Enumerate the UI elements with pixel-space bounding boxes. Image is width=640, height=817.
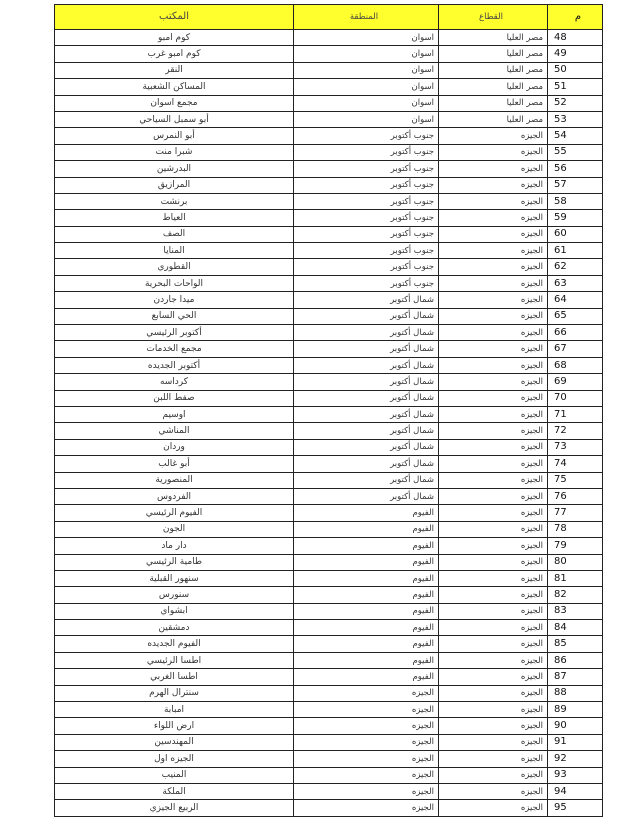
office-cell: سنورس xyxy=(55,587,294,603)
sector-cell: الجيزه xyxy=(439,456,548,472)
table-row xyxy=(55,95,603,111)
region-cell: اسوان xyxy=(294,111,439,127)
sector-cell: الجيزه xyxy=(439,325,548,341)
region-cell: جنوب أكتوبر xyxy=(294,243,439,259)
region-cell: اسوان xyxy=(294,79,439,95)
office-cell: ابشواي xyxy=(55,603,294,619)
sector-cell: الجيزه xyxy=(439,718,548,734)
number-cell: 84 xyxy=(548,620,603,636)
office-cell: أبو غالب xyxy=(55,456,294,472)
sector-cell: الجيزه xyxy=(439,800,548,816)
table-row xyxy=(55,488,603,504)
number-cell: 59 xyxy=(548,210,603,226)
sector-cell: الجيزه xyxy=(439,341,548,357)
office-cell: سنترال الهرم xyxy=(55,685,294,701)
table-row xyxy=(55,357,603,373)
table-row xyxy=(55,587,603,603)
region-cell: جنوب أكتوبر xyxy=(294,210,439,226)
header-office: المكتب xyxy=(55,5,294,30)
office-cell: سنهور القبلية xyxy=(55,570,294,586)
number-cell: 92 xyxy=(548,751,603,767)
table-row xyxy=(55,751,603,767)
number-cell: 60 xyxy=(548,226,603,242)
number-cell: 67 xyxy=(548,341,603,357)
office-cell: الصف xyxy=(55,226,294,242)
table-row xyxy=(55,193,603,209)
number-cell: 76 xyxy=(548,488,603,504)
office-cell: كوم امبو غرب xyxy=(55,46,294,62)
sector-cell: الجيزه xyxy=(439,390,548,406)
number-cell: 62 xyxy=(548,259,603,275)
sector-cell: الجيزه xyxy=(439,357,548,373)
region-cell: الجيزه xyxy=(294,718,439,734)
region-cell: الفيوم xyxy=(294,505,439,521)
number-cell: 71 xyxy=(548,406,603,422)
region-cell: اسوان xyxy=(294,46,439,62)
sector-cell: الجيزه xyxy=(439,292,548,308)
office-cell: البدرشين xyxy=(55,161,294,177)
region-cell: شمال أكتوبر xyxy=(294,439,439,455)
sector-cell: الجيزه xyxy=(439,620,548,636)
number-cell: 83 xyxy=(548,603,603,619)
table-header-row xyxy=(55,5,603,30)
office-cell: امبابة xyxy=(55,702,294,718)
region-cell: شمال أكتوبر xyxy=(294,423,439,439)
table-row xyxy=(55,275,603,291)
sector-cell: الجيزه xyxy=(439,521,548,537)
region-cell: شمال أكتوبر xyxy=(294,488,439,504)
region-cell: اسوان xyxy=(294,95,439,111)
region-cell: الفيوم xyxy=(294,603,439,619)
number-cell: 66 xyxy=(548,325,603,341)
number-cell: 81 xyxy=(548,570,603,586)
sector-cell: الجيزه xyxy=(439,636,548,652)
region-cell: جنوب أكتوبر xyxy=(294,161,439,177)
sector-cell: الجيزه xyxy=(439,669,548,685)
office-cell: الملكة xyxy=(55,783,294,799)
sector-cell: الجيزه xyxy=(439,193,548,209)
office-cell: اطسا الغربي xyxy=(55,669,294,685)
region-cell: جنوب أكتوبر xyxy=(294,259,439,275)
sector-cell: الجيزه xyxy=(439,783,548,799)
sector-cell: الجيزه xyxy=(439,505,548,521)
office-cell: أبو سمبل السياحي xyxy=(55,111,294,127)
table-row xyxy=(55,128,603,144)
table-row xyxy=(55,390,603,406)
table-row xyxy=(55,111,603,127)
sector-cell: الجيزه xyxy=(439,767,548,783)
office-cell: القطوري xyxy=(55,259,294,275)
number-cell: 94 xyxy=(548,783,603,799)
number-cell: 90 xyxy=(548,718,603,734)
number-cell: 88 xyxy=(548,685,603,701)
office-cell: ارض اللواء xyxy=(55,718,294,734)
number-cell: 51 xyxy=(548,79,603,95)
table-row xyxy=(55,521,603,537)
table-row xyxy=(55,685,603,701)
number-cell: 78 xyxy=(548,521,603,537)
number-cell: 64 xyxy=(548,292,603,308)
header-sector: القطاع xyxy=(439,5,548,30)
sector-cell: الجيزه xyxy=(439,603,548,619)
number-cell: 80 xyxy=(548,554,603,570)
number-cell: 87 xyxy=(548,669,603,685)
office-cell: الجيزه اول xyxy=(55,751,294,767)
number-cell: 73 xyxy=(548,439,603,455)
region-cell: الجيزه xyxy=(294,783,439,799)
number-cell: 82 xyxy=(548,587,603,603)
region-cell: اسوان xyxy=(294,30,439,46)
region-cell: الجيزه xyxy=(294,800,439,816)
table-row xyxy=(55,259,603,275)
office-cell: المنايا xyxy=(55,243,294,259)
table-row xyxy=(55,472,603,488)
table-row xyxy=(55,226,603,242)
table-row xyxy=(55,570,603,586)
office-cell: الفيوم الرئيسي xyxy=(55,505,294,521)
table-row xyxy=(55,46,603,62)
number-cell: 48 xyxy=(548,30,603,46)
table-row xyxy=(55,406,603,422)
sector-cell: الجيزه xyxy=(439,488,548,504)
office-cell: مجمع اسوان xyxy=(55,95,294,111)
region-cell: جنوب أكتوبر xyxy=(294,226,439,242)
number-cell: 65 xyxy=(548,308,603,324)
number-cell: 74 xyxy=(548,456,603,472)
number-cell: 55 xyxy=(548,144,603,160)
office-cell: اطسا الرئيسي xyxy=(55,652,294,668)
table-row xyxy=(55,292,603,308)
table-row xyxy=(55,800,603,816)
number-cell: 91 xyxy=(548,734,603,750)
office-cell: الفيوم الجديده xyxy=(55,636,294,652)
sector-cell: الجيزه xyxy=(439,702,548,718)
table-row xyxy=(55,767,603,783)
offices-table xyxy=(54,4,603,817)
table-row xyxy=(55,79,603,95)
region-cell: الفيوم xyxy=(294,554,439,570)
sector-cell: مصر العليا xyxy=(439,30,548,46)
region-cell: الفيوم xyxy=(294,620,439,636)
number-cell: 86 xyxy=(548,652,603,668)
number-cell: 69 xyxy=(548,374,603,390)
sector-cell: الجيزه xyxy=(439,259,548,275)
sector-cell: الجيزه xyxy=(439,751,548,767)
number-cell: 57 xyxy=(548,177,603,193)
table-row xyxy=(55,439,603,455)
sector-cell: مصر العليا xyxy=(439,46,548,62)
number-cell: 72 xyxy=(548,423,603,439)
number-cell: 49 xyxy=(548,46,603,62)
number-cell: 75 xyxy=(548,472,603,488)
sector-cell: الجيزه xyxy=(439,308,548,324)
office-cell: الحي السابع xyxy=(55,308,294,324)
sector-cell: مصر العليا xyxy=(439,62,548,78)
table-row xyxy=(55,718,603,734)
office-cell: المساكن الشعبية xyxy=(55,79,294,95)
sector-cell: مصر العليا xyxy=(439,95,548,111)
sector-cell: الجيزه xyxy=(439,472,548,488)
sector-cell: الجيزه xyxy=(439,734,548,750)
sector-cell: الجيزه xyxy=(439,570,548,586)
region-cell: الجيزه xyxy=(294,702,439,718)
table-row xyxy=(55,669,603,685)
number-cell: 93 xyxy=(548,767,603,783)
region-cell: شمال أكتوبر xyxy=(294,341,439,357)
office-cell: العياط xyxy=(55,210,294,226)
table-row xyxy=(55,210,603,226)
number-cell: 56 xyxy=(548,161,603,177)
office-cell: صفط اللبن xyxy=(55,390,294,406)
number-cell: 95 xyxy=(548,800,603,816)
table-row xyxy=(55,341,603,357)
table-row xyxy=(55,603,603,619)
region-cell: اسوان xyxy=(294,62,439,78)
table-row xyxy=(55,702,603,718)
table-row xyxy=(55,62,603,78)
region-cell: جنوب أكتوبر xyxy=(294,275,439,291)
region-cell: شمال أكتوبر xyxy=(294,357,439,373)
sector-cell: الجيزه xyxy=(439,439,548,455)
region-cell: جنوب أكتوبر xyxy=(294,193,439,209)
region-cell: شمال أكتوبر xyxy=(294,374,439,390)
region-cell: شمال أكتوبر xyxy=(294,456,439,472)
office-cell: مجمع الخدمات xyxy=(55,341,294,357)
table-row xyxy=(55,652,603,668)
office-cell: دار ماد xyxy=(55,538,294,554)
office-cell: ميدا جاردن xyxy=(55,292,294,308)
region-cell: جنوب أكتوبر xyxy=(294,144,439,160)
sector-cell: الجيزه xyxy=(439,554,548,570)
table-row xyxy=(55,636,603,652)
table-row xyxy=(55,734,603,750)
region-cell: شمال أكتوبر xyxy=(294,472,439,488)
sector-cell: الجيزه xyxy=(439,685,548,701)
office-cell: الربيع الجيزي xyxy=(55,800,294,816)
region-cell: شمال أكتوبر xyxy=(294,325,439,341)
region-cell: شمال أكتوبر xyxy=(294,308,439,324)
table-row xyxy=(55,308,603,324)
region-cell: الفيوم xyxy=(294,538,439,554)
office-cell: المرازيق xyxy=(55,177,294,193)
number-cell: 53 xyxy=(548,111,603,127)
office-cell: وردان xyxy=(55,439,294,455)
table-row xyxy=(55,243,603,259)
office-cell: كوم امبو xyxy=(55,30,294,46)
region-cell: شمال أكتوبر xyxy=(294,292,439,308)
sector-cell: مصر العليا xyxy=(439,111,548,127)
office-cell: المنيب xyxy=(55,767,294,783)
table-row xyxy=(55,144,603,160)
region-cell: الجيزه xyxy=(294,734,439,750)
office-cell: المهندسين xyxy=(55,734,294,750)
sector-cell: الجيزه xyxy=(439,226,548,242)
header-region: المنطقة xyxy=(294,5,439,30)
region-cell: شمال أكتوبر xyxy=(294,406,439,422)
number-cell: 79 xyxy=(548,538,603,554)
number-cell: 54 xyxy=(548,128,603,144)
office-cell: أبو النمرس xyxy=(55,128,294,144)
office-cell: طامية الرئيسي xyxy=(55,554,294,570)
office-cell: المنصورية xyxy=(55,472,294,488)
sector-cell: الجيزه xyxy=(439,423,548,439)
number-cell: 58 xyxy=(548,193,603,209)
office-cell: النقر xyxy=(55,62,294,78)
office-cell: الجون xyxy=(55,521,294,537)
sector-cell: الجيزه xyxy=(439,374,548,390)
region-cell: جنوب أكتوبر xyxy=(294,128,439,144)
sector-cell: الجيزه xyxy=(439,161,548,177)
sector-cell: الجيزه xyxy=(439,652,548,668)
region-cell: الجيزه xyxy=(294,767,439,783)
region-cell: جنوب أكتوبر xyxy=(294,177,439,193)
region-cell: شمال أكتوبر xyxy=(294,390,439,406)
sector-cell: الجيزه xyxy=(439,243,548,259)
region-cell: الفيوم xyxy=(294,669,439,685)
office-cell: برنشت xyxy=(55,193,294,209)
table-row xyxy=(55,325,603,341)
office-cell: كرداسه xyxy=(55,374,294,390)
number-cell: 63 xyxy=(548,275,603,291)
sector-cell: الجيزه xyxy=(439,144,548,160)
office-cell: شبرا منت xyxy=(55,144,294,160)
number-cell: 89 xyxy=(548,702,603,718)
table-row xyxy=(55,783,603,799)
table-row xyxy=(55,423,603,439)
sector-cell: الجيزه xyxy=(439,177,548,193)
office-cell: الواحات البحرية xyxy=(55,275,294,291)
number-cell: 85 xyxy=(548,636,603,652)
number-cell: 50 xyxy=(548,62,603,78)
office-cell: أكتوبر الرئيسي xyxy=(55,325,294,341)
table-row xyxy=(55,456,603,472)
office-cell: اوسيم xyxy=(55,406,294,422)
sector-cell: مصر العليا xyxy=(439,79,548,95)
office-cell: أكتوبر الجديده xyxy=(55,357,294,373)
region-cell: الجيزه xyxy=(294,751,439,767)
region-cell: الفيوم xyxy=(294,521,439,537)
office-cell: الفردوس xyxy=(55,488,294,504)
sector-cell: الجيزه xyxy=(439,587,548,603)
number-cell: 77 xyxy=(548,505,603,521)
table-row xyxy=(55,374,603,390)
table-row xyxy=(55,538,603,554)
office-cell: المناشي xyxy=(55,423,294,439)
table-body xyxy=(55,30,603,817)
region-cell: الفيوم xyxy=(294,587,439,603)
table-row xyxy=(55,505,603,521)
sector-cell: الجيزه xyxy=(439,406,548,422)
region-cell: الجيزه xyxy=(294,685,439,701)
number-cell: 68 xyxy=(548,357,603,373)
sector-cell: الجيزه xyxy=(439,538,548,554)
office-cell: دمشقين xyxy=(55,620,294,636)
number-cell: 52 xyxy=(548,95,603,111)
table-row xyxy=(55,30,603,46)
table-row xyxy=(55,161,603,177)
number-cell: 70 xyxy=(548,390,603,406)
region-cell: الفيوم xyxy=(294,652,439,668)
number-cell: 61 xyxy=(548,243,603,259)
header-number: م xyxy=(548,5,603,30)
table-row xyxy=(55,554,603,570)
sector-cell: الجيزه xyxy=(439,210,548,226)
table-row xyxy=(55,620,603,636)
sector-cell: الجيزه xyxy=(439,275,548,291)
table-row xyxy=(55,177,603,193)
region-cell: الفيوم xyxy=(294,570,439,586)
region-cell: الفيوم xyxy=(294,636,439,652)
sector-cell: الجيزه xyxy=(439,128,548,144)
